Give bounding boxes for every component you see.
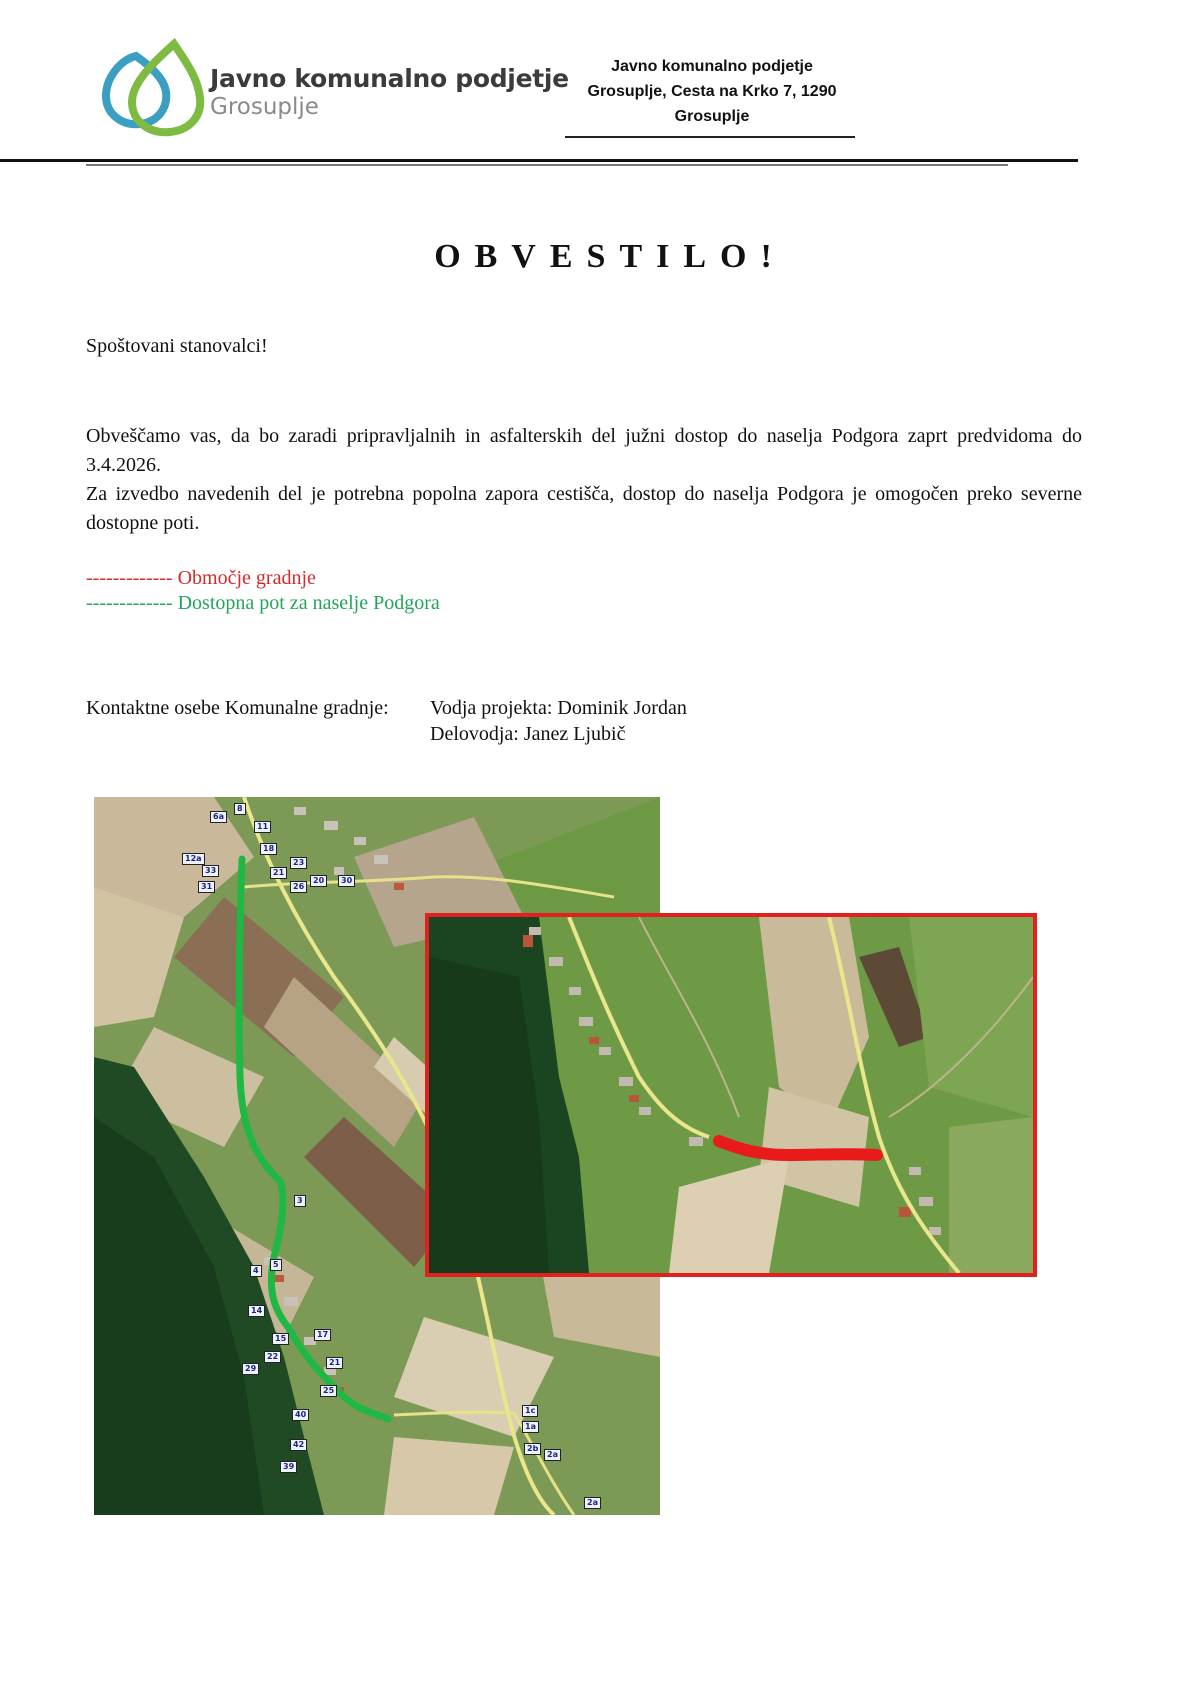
header bbox=[0, 0, 1200, 170]
map-legend bbox=[86, 566, 440, 616]
house-number-label: 42 bbox=[290, 1439, 307, 1451]
address-line-2: Grosuplje, Cesta na Krko 7, 1290 bbox=[587, 83, 837, 100]
house-number-label: 25 bbox=[320, 1385, 337, 1397]
legend-item-construction bbox=[86, 566, 440, 591]
house-number-label: 40 bbox=[292, 1409, 309, 1421]
construction-inset-map bbox=[425, 913, 1037, 1277]
header-divider-secondary bbox=[86, 164, 1008, 166]
legend-dashes-green: ------------- bbox=[86, 592, 173, 614]
address-line-1: Javno komunalno podjetje bbox=[611, 58, 813, 75]
house-number-label: 8 bbox=[234, 803, 246, 815]
notice-paragraph-1: Obveščamo vas, da bo zaradi pripravljalnih in asfalterskih del južni dostop do naselja Podgora zaprt predvidoma do 3.4.2026. bbox=[86, 425, 1082, 476]
logo-subtitle: Grosuplje bbox=[210, 94, 319, 120]
house-number-label: 26 bbox=[290, 881, 307, 893]
legend-item-access-route bbox=[86, 591, 440, 616]
address-underline bbox=[565, 136, 855, 138]
house-number-label: 33 bbox=[202, 865, 219, 877]
legend-dashes-red: ------------- bbox=[86, 567, 173, 589]
house-number-label: 2a bbox=[584, 1497, 601, 1509]
house-number-label: 22 bbox=[264, 1351, 281, 1363]
house-number-label: 17 bbox=[314, 1329, 331, 1341]
logo-title: Javno komunalno podjetje bbox=[210, 64, 569, 93]
header-divider bbox=[0, 159, 1078, 162]
contacts-label: Kontaktne osebe Komunalne gradnje: bbox=[86, 697, 389, 719]
house-number-label: 6a bbox=[210, 811, 227, 823]
house-number-label: 3 bbox=[294, 1195, 306, 1207]
house-number-label: 2a bbox=[544, 1449, 561, 1461]
house-number-label: 18 bbox=[260, 843, 277, 855]
house-number-label: 15 bbox=[272, 1333, 289, 1345]
house-number-label: 1a bbox=[522, 1421, 539, 1433]
house-number-label: 20 bbox=[310, 875, 327, 887]
water-drop-logo-icon bbox=[100, 38, 210, 138]
contact-project-lead: Vodja projekta: Dominik Jordan bbox=[430, 697, 687, 719]
house-number-label: 2b bbox=[524, 1443, 541, 1455]
house-number-label: 29 bbox=[242, 1363, 259, 1375]
contact-foreman: Delovodja: Janez Ljubič bbox=[430, 723, 626, 745]
company-address bbox=[562, 54, 862, 129]
house-number-label: 4 bbox=[250, 1265, 262, 1277]
house-number-label: 1c bbox=[522, 1405, 538, 1417]
address-line-3: Grosuplje bbox=[674, 108, 750, 125]
house-number-label: 39 bbox=[280, 1461, 297, 1473]
house-number-label: 11 bbox=[254, 821, 271, 833]
page-title: OBVESTILO! bbox=[434, 238, 786, 275]
house-number-label: 31 bbox=[198, 881, 215, 893]
legend-label-construction: Območje gradnje bbox=[177, 567, 316, 589]
house-number-label: 14 bbox=[248, 1305, 265, 1317]
house-number-label: 21 bbox=[270, 867, 287, 879]
house-number-label: 5 bbox=[270, 1259, 282, 1271]
company-logo bbox=[100, 38, 569, 138]
notice-paragraph-2: Za izvedbo navedenih del je potrebna popolna zapora cestišča, dostop do naselja Podgora je omogočen preko severne dostopne poti. bbox=[86, 483, 1082, 534]
house-number-label: 21 bbox=[326, 1357, 343, 1369]
house-number-label: 30 bbox=[338, 875, 355, 887]
greeting: Spoštovani stanovalci! bbox=[86, 335, 268, 357]
house-number-label: 12a bbox=[182, 853, 205, 865]
house-number-label: 23 bbox=[290, 857, 307, 869]
legend-label-access-route: Dostopna pot za naselje Podgora bbox=[177, 592, 440, 614]
inset-map-aerial bbox=[429, 917, 1033, 1273]
